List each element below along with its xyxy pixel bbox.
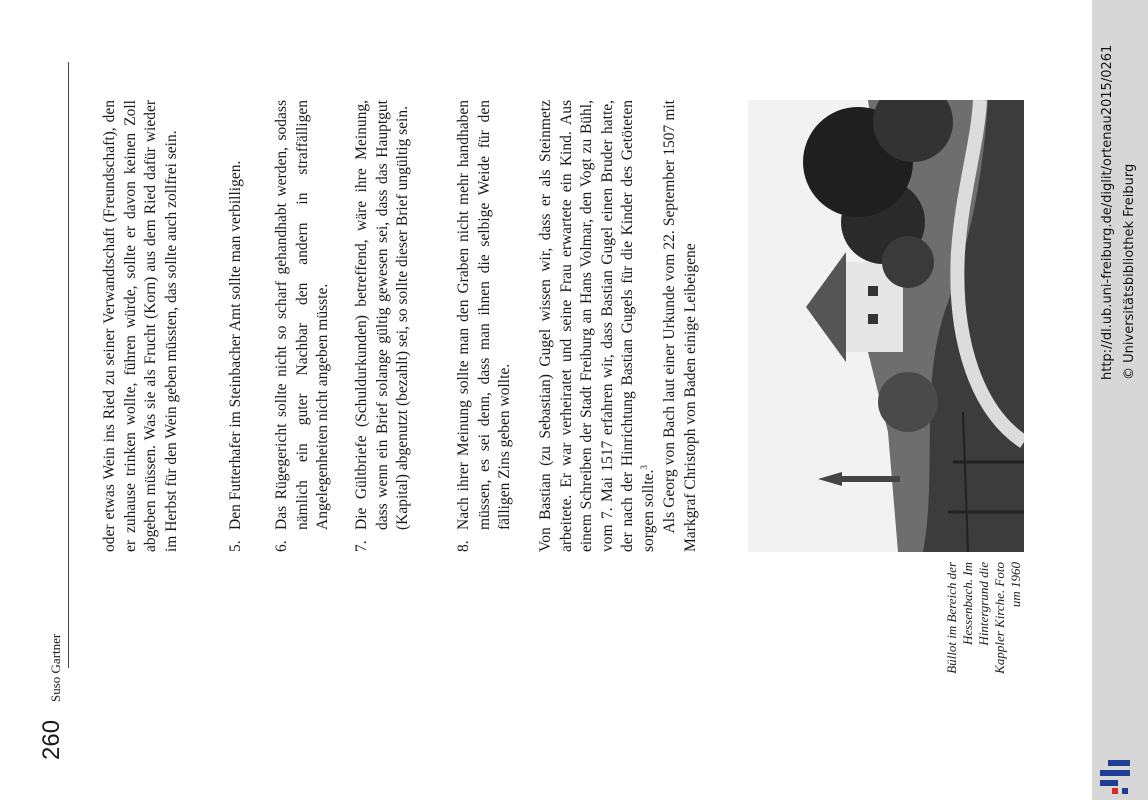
footnote-mark: 3	[638, 465, 649, 470]
figure-caption: Büllot im Bereich der Hessenbach. Im Hintergrund die Kappler Kirche. Foto um 1960	[944, 562, 1023, 674]
list-text: Die Gültbriefe (Schuldurkunden) betreffend, wäre ihre Meinung, dass wenn ein Brief solange gültig gewesen sei, dass das Hauptgut (Kapital) abgenutzt (bezahlt) sei, so sollte dieser Brief ungültig sein.	[353, 100, 412, 530]
logo-square-red	[1112, 788, 1118, 794]
ub-freiburg-logo-icon	[1096, 754, 1134, 796]
photo-drawing	[748, 100, 1024, 552]
logo-bar-blue	[1100, 780, 1118, 786]
list-text: Den Futterhafer im Steinbacher Amt sollte man verbilligen.	[227, 160, 244, 530]
photo-bush	[882, 236, 934, 288]
sidebar-content-rotated	[1092, 0, 1148, 800]
list-item-6	[272, 100, 334, 552]
paragraph-georg: Als Georg von Bach laut einer Urkunde vom 22. September 1507 mit Markgraf Christoph von Baden einige Leibeigene	[661, 100, 699, 552]
logo-bar-blue	[1108, 760, 1130, 766]
list-item-5	[226, 100, 247, 552]
logo-square-blue	[1122, 788, 1128, 794]
running-head: Suso Gartner	[48, 633, 63, 702]
library-sidebar	[1092, 0, 1148, 800]
list-number: 6.	[273, 540, 290, 552]
list-number: 5.	[227, 540, 244, 552]
source-url-link[interactable]: http://dl.ub.uni-freiburg.de/diglit/ortenau2015/0261	[1100, 44, 1115, 380]
logo-bar-blue	[1100, 770, 1130, 776]
list-item-8	[454, 100, 516, 552]
list-text: Nach ihrer Meinung sollte man den Graben nicht mehr handhaben müssen, es sei denn, dass man ihnen die selbige Weide für den fälligen Zins geben wollte.	[455, 100, 514, 530]
paragraph-bastian	[536, 100, 660, 552]
photo-church-tower	[840, 476, 900, 482]
list-number: 8.	[455, 540, 472, 552]
photo-bush	[878, 372, 938, 432]
header-rule	[68, 62, 69, 668]
paragraph-intro: oder etwas Wein ins Ried zu seiner Verwandtschaft (Freundschaft), den er zuhause trinken wollte, führen würde, sollte er davon keinen Zoll abgeben müssen. Was sie als Frucht (Korn) aus dem Ried dafür wieder im Herbst für den Wein geben müssten, das sollte auch zollfrei sein.	[101, 100, 180, 552]
paragraph-bastian-text: Von Bastian (zu Sebastian) Gugel wissen wir, dass er als Steinmetz arbeitete. Er war verheiratet und seine Frau erwartete ein Kind. Aus einem Schreiben der Stadt Freiburg an Hans Volmar, den Vogt zu Bühl, vom 7. Mai 1517 erfahren wir, dass Bastian Gugel einen Bruder hatte, der nach der Hinrichtung Bastian Gugels für die Kinder des Getöteten sorgen sollte.	[537, 100, 657, 552]
list-number: 7.	[353, 540, 370, 552]
list-text: Das Rügegericht sollte nicht so scharf gehandhabt werden, sodass nämlich ein guter Nachbar den andern in straffälligen Angelegenheiten nicht angeben müsste.	[273, 100, 332, 530]
photo-window	[868, 314, 878, 324]
copyright-notice: © Universitätsbibliothek Freiburg	[1122, 163, 1137, 380]
list-item-7	[352, 100, 414, 552]
photo-house-and-church	[748, 100, 1024, 552]
page-header	[38, 40, 70, 760]
page-number: 260	[38, 719, 65, 760]
photo-window	[868, 286, 878, 296]
